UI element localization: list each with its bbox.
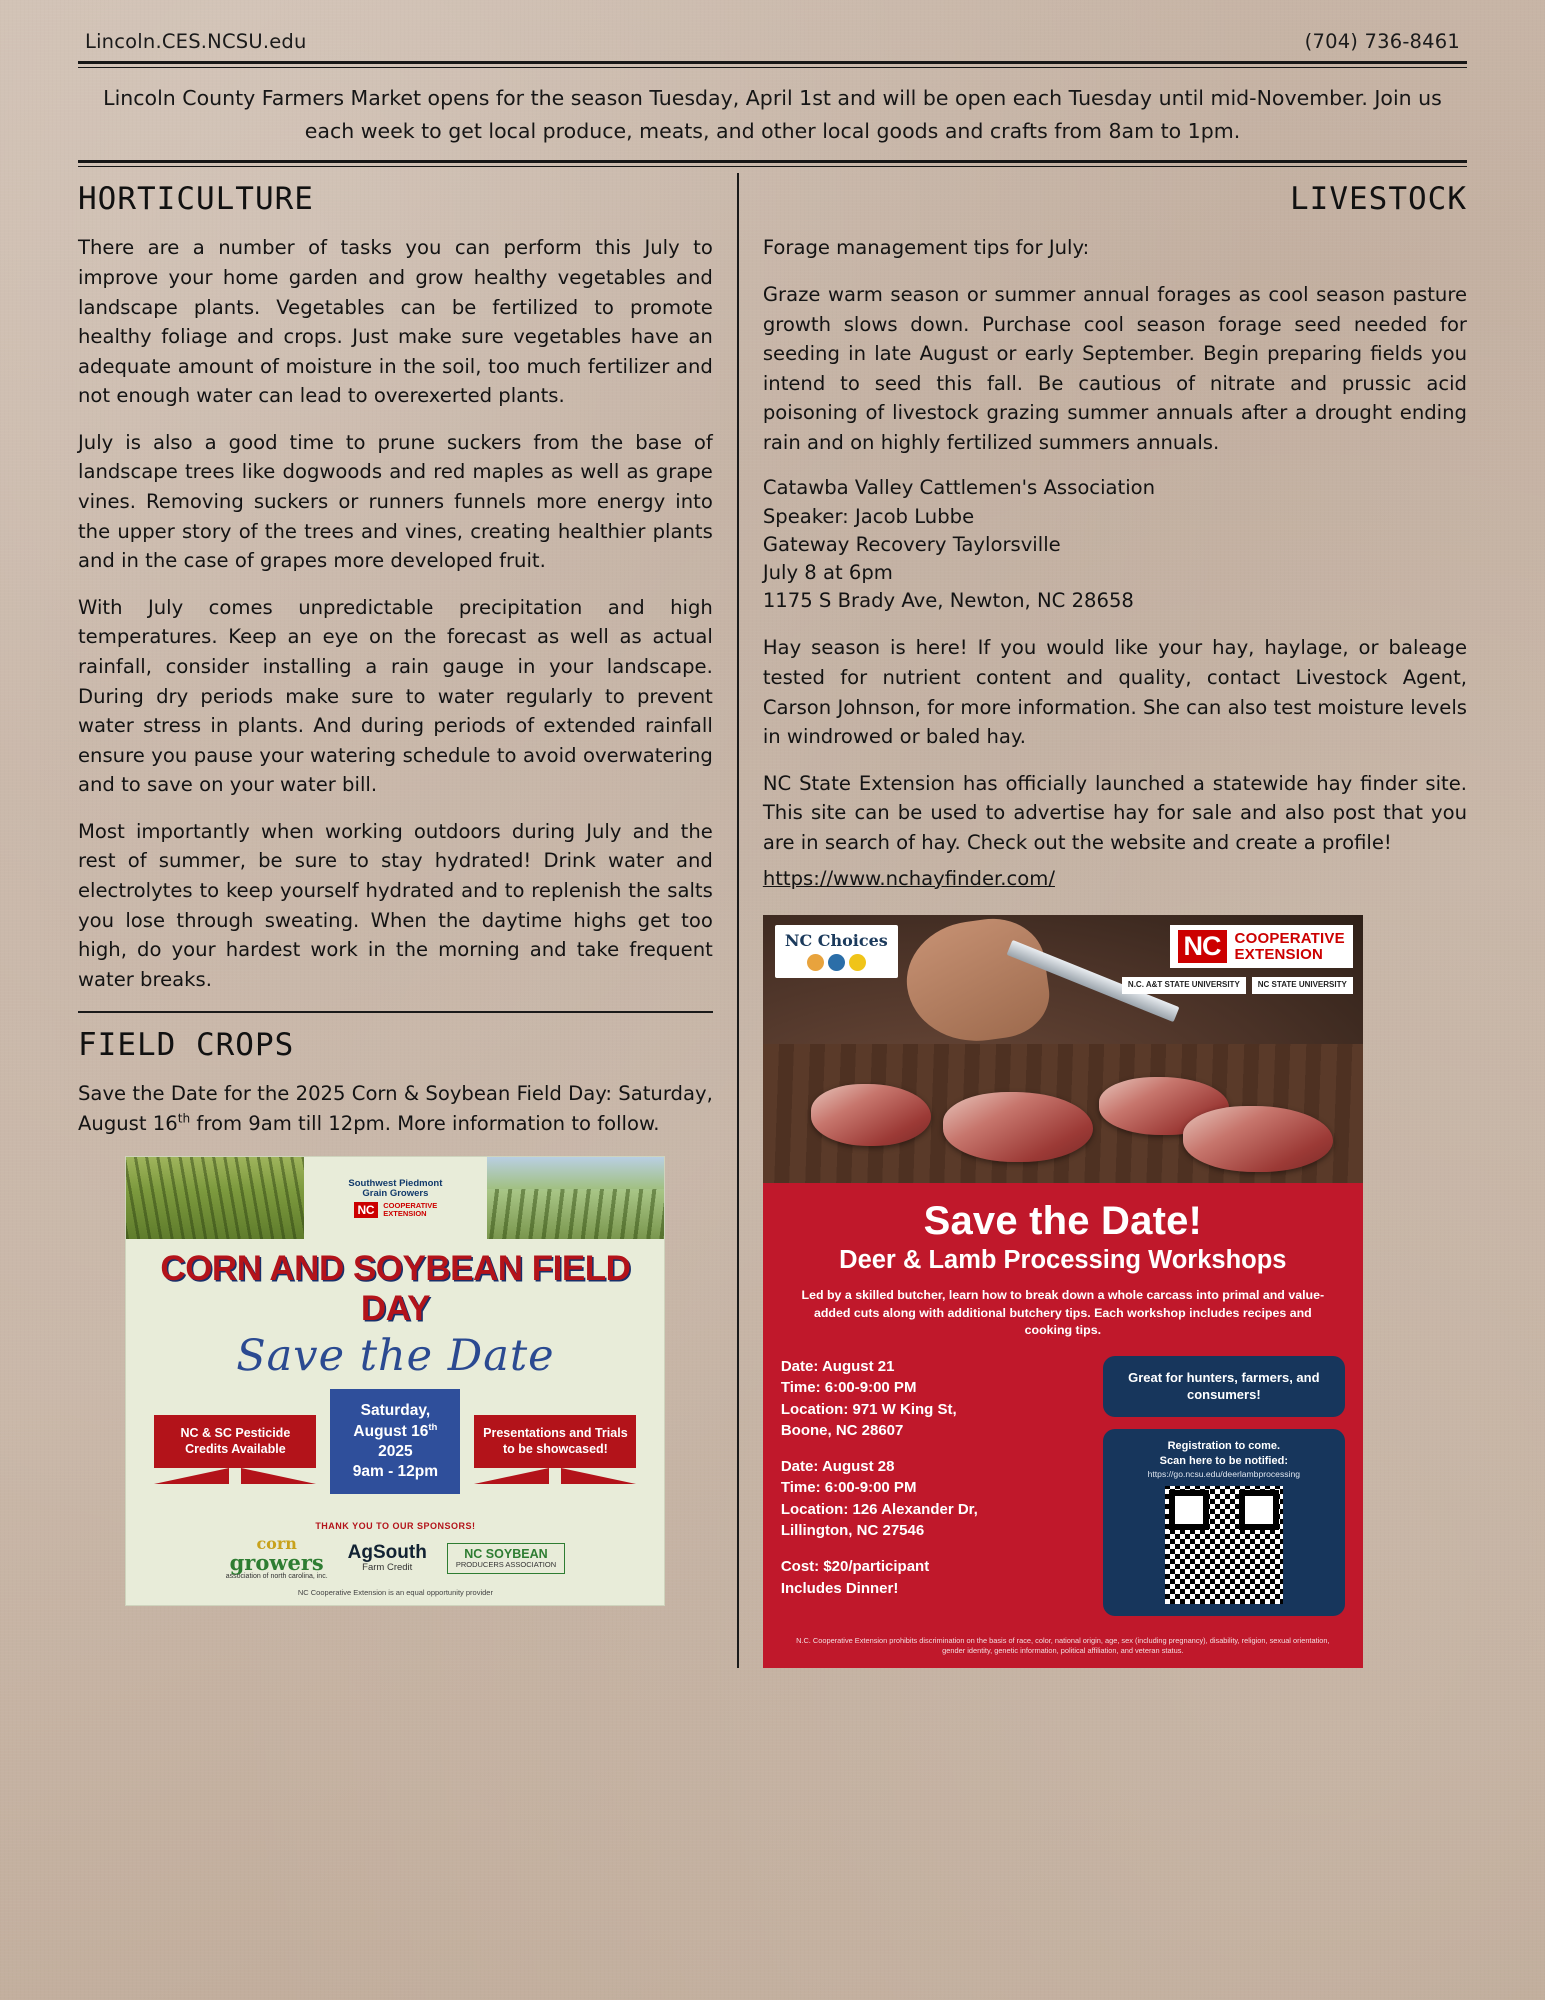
nc-choices-logo <box>775 925 898 978</box>
corn-flyer-footer: NC Cooperative Extension is an equal opportunity provider <box>297 1588 493 1598</box>
sponsors-label: THANK YOU TO OUR SPONSORS! <box>315 1521 476 1532</box>
agsouth-line-2: Farm Credit <box>362 1562 413 1574</box>
hay-finder-link-wrap <box>763 864 1467 894</box>
agsouth-line-1: AgSouth <box>347 1542 427 1564</box>
deer-flyer-sessions <box>781 1356 1089 1616</box>
corn-flyer-date-box <box>330 1389 460 1494</box>
nc-state-badge: NC STATE UNIVERSITY <box>1252 977 1353 994</box>
university-badges <box>1122 977 1353 994</box>
field-crops-text-part2: from 9am till 12pm. More information to follow. <box>190 1111 660 1135</box>
qr-title-line-1: Registration to come. <box>1167 1440 1281 1453</box>
deer-flyer-headline: Save the Date! <box>923 1199 1203 1244</box>
corn-growers-line-3: association of north carolina, inc. <box>225 1573 328 1581</box>
phone-number: (704) 736-8461 <box>1304 30 1460 53</box>
corn-date-ordinal: th <box>428 1421 438 1433</box>
corn-flyer-top-banner <box>126 1157 664 1239</box>
corn-flyer-detail-row <box>126 1389 664 1494</box>
livestock-paragraph-3: NC State Extension has officially launched a statewide hay finder site. This site can be used to advertise hay for sale and also post that you are in search of hay. Check out the website and create a profile! <box>762 771 1467 854</box>
cow-icon <box>828 954 845 971</box>
horticulture-paragraph-1: There are a number of tasks you can perform this July to improve your home garden and grow healthy vegetables and landscape plants. Vegetables can be fertilized to promote healthy foliage and crops. Just make sure vegetables have an adequate amount of moisture in the soil, too much fertilizer and not enough water can lead to overexerted plants. <box>78 236 713 408</box>
livestock-paragraph-2: Hay season is here! If you would like your hay, haylage, or baleage tested for nutrient content and quality, contact Livestock Agent, Carson Johnson, for more information. She can also test moisture levels in windrowed or baled hay. <box>762 636 1467 749</box>
hay-finder-link[interactable]: https://www.nchayfinder.com/ <box>762 866 1055 890</box>
nc-cooperative-extension-logo <box>1170 925 1353 968</box>
coop-ext-line-2: EXTENSION <box>1234 945 1324 963</box>
swp-line-2: Grain Growers <box>362 1188 429 1200</box>
meat-cut-1 <box>811 1084 931 1146</box>
nc-soybean-logo <box>447 1543 565 1574</box>
horticulture-heading: HORTICULTURE <box>78 181 314 218</box>
cost-line-2: Includes Dinner! <box>780 1579 899 1597</box>
nc-choices-wordmark: NC Choices <box>784 931 888 951</box>
event-organization: Catawba Valley Cattlemen's Association <box>762 476 1156 500</box>
corn-date-line-1: Saturday, <box>360 1402 431 1420</box>
deer-flyer-description: Led by a skilled butcher, learn how to break down a whole carcass into primal and value-added cuts along with additional butchery tips. Each workshop includes recipes and cooking tips. <box>801 1288 1325 1338</box>
swp-grain-growers-logo <box>348 1179 442 1201</box>
livestock-paragraph-1: Graze warm season or summer annual forages as cool season pasture growth slows down. Purchase cool season forage seed needed for seeding in late August or early September. Begin preparing fields you intend to seed this fall. Be cautious of nitrate and prussic acid poisoning of livestock grazing summer annuals after a drought ending rain and on highly fertilized summers annuals. <box>762 282 1467 454</box>
pig-icon <box>807 954 824 971</box>
market-intro: Lincoln County Farmers Market opens for the season Tuesday, April 1st and will be open each Tuesday until mid-November. Join us each week to get local produce, meats, and other local goods and crafts from 8am to 1pm. <box>103 86 1442 144</box>
meat-cut-4 <box>1183 1106 1333 1172</box>
content-columns <box>78 167 1467 1667</box>
corn-growers-line-1: corn <box>256 1534 297 1554</box>
session-1-time: Time: 6:00-9:00 PM <box>780 1379 917 1397</box>
deer-flyer-columns <box>781 1356 1345 1616</box>
butchery-photo <box>763 915 1363 1183</box>
horticulture-paragraph-3: With July comes unpredictable precipitation and high temperatures. Keep an eye on the forecast as well as actual rainfall, consider installing a rain gauge in your landscape. During dry periods make sure to water regularly to prevent water stress in plants. And during periods of extended rainfall ensure you pause your watering schedule to avoid overwatering and to save on your water bill. <box>78 595 713 797</box>
corn-date-time: 9am - 12pm <box>352 1463 439 1481</box>
coop-line-1: COOPERATIVE <box>383 1201 438 1211</box>
session-1 <box>781 1356 1089 1441</box>
corn-flyer-logos <box>304 1157 487 1239</box>
field-crops-ordinal: th <box>177 1111 191 1126</box>
swp-line-1: Southwest Piedmont <box>348 1177 443 1189</box>
coop-extension-wordmark <box>1235 931 1345 962</box>
corn-date-line-2 <box>334 1422 456 1442</box>
qr-url: https://go.ncsu.edu/deerlambprocessing <box>1147 1468 1301 1479</box>
deer-lamb-flyer[interactable] <box>763 915 1363 1668</box>
meat-cut-2 <box>943 1092 1093 1162</box>
deer-flyer-subheadline: Deer & Lamb Processing Workshops <box>839 1246 1287 1275</box>
nc-choices-dots <box>785 954 888 971</box>
session-2-location-line-2: Lillington, NC 27546 <box>780 1522 925 1539</box>
qr-code-icon[interactable] <box>1165 1486 1283 1604</box>
nc-badge-icon: NC <box>354 1202 379 1218</box>
pesticide-credits-ribbon: NC & SC Pesticide Credits Available <box>154 1415 316 1468</box>
session-2-date: Date: August 28 <box>780 1458 895 1476</box>
event-address: 1175 S Brady Ave, Newton, NC 28658 <box>762 589 1134 613</box>
corn-date-month-day: August 16 <box>353 1422 429 1440</box>
website-url[interactable]: Lincoln.CES.NCSU.edu <box>85 30 307 53</box>
field-crops-text-part1: Save the Date for the 2025 Corn & Soybean Field Day: Saturday, August 16 <box>78 1082 713 1135</box>
nondiscrimination-disclaimer: N.C. Cooperative Extension prohibits discrimination on the basis of race, color, national origin, age, sex (including pregnancy), disability, religion, sexual orientation, gender identity, genetic information, political affiliation, and veteran status. <box>796 1635 1330 1655</box>
session-2-time: Time: 6:00-9:00 PM <box>780 1479 917 1497</box>
butcher-hand <box>899 915 1054 1050</box>
qr-title-line-2: Scan here to be notified: <box>1159 1454 1288 1467</box>
corn-date-year: 2025 <box>378 1442 413 1460</box>
nc-at-badge: N.C. A&T STATE UNIVERSITY <box>1122 977 1246 994</box>
soybean-line-1: NC SOYBEAN <box>464 1546 548 1561</box>
deer-flyer-side-cards <box>1103 1356 1345 1616</box>
cattlemen-event-block <box>763 474 1467 615</box>
left-column <box>78 167 737 1667</box>
corn-growers-line-2: growers <box>229 1550 324 1576</box>
intro-divider <box>78 160 1467 167</box>
lamb-icon <box>849 954 866 971</box>
cooperative-extension-wordmark <box>383 1202 437 1218</box>
livestock-intro: Forage management tips for July: <box>762 236 1090 260</box>
audience-pill: Great for hunters, farmers, and consumers! <box>1103 1356 1345 1417</box>
corn-growers-logo <box>226 1536 328 1580</box>
event-venue: Gateway Recovery Taylorsville <box>762 532 1061 556</box>
corn-flyer-save-the-date: Save the Date <box>236 1331 555 1382</box>
corn-soybean-flyer[interactable] <box>125 1156 665 1606</box>
session-2-location-line-1: Location: 126 Alexander Dr, <box>780 1500 978 1518</box>
coop-line-2: EXTENSION <box>383 1209 427 1219</box>
field-crops-heading: FIELD CROPS <box>78 1027 295 1064</box>
session-1-location-line-2: Boone, NC 28607 <box>780 1421 904 1439</box>
header-divider <box>78 61 1467 68</box>
field-crops-text <box>78 1079 713 1138</box>
session-1-date: Date: August 21 <box>780 1357 895 1375</box>
agsouth-logo <box>348 1543 427 1573</box>
deer-flyer-body <box>763 1183 1363 1626</box>
sponsor-logos <box>126 1536 664 1580</box>
livestock-heading: LIVESTOCK <box>1290 181 1467 218</box>
horticulture-paragraph-2: July is also a good time to prune suckers from the base of landscape trees like dogwoods and red maples as well as grape vines. Removing suckers or runners funnels more energy into the upper story of the trees and vines, creating healthier plants and in the case of grapes more developed fruit. <box>78 430 713 573</box>
session-2 <box>781 1456 1089 1541</box>
extension-logo-row <box>354 1202 438 1218</box>
soybean-line-2: PRODUCERS ASSOCIATION <box>455 1559 557 1569</box>
event-speaker: Speaker: Jacob Lubbe <box>762 504 975 528</box>
event-datetime: July 8 at 6pm <box>762 561 893 585</box>
field-crops-divider <box>78 1011 713 1013</box>
horticulture-paragraph-4: Most importantly when working outdoors during July and the rest of summer, be sure to stay hydrated! Drink water and electrolytes to keep yourself hydrated and to replenish the salts you lose through sweating. When the daytime highs get too high, do your hardest work in the morning and take frequent water breaks. <box>78 819 713 991</box>
nc-block-icon: NC <box>1178 930 1227 963</box>
presentations-ribbon: Presentations and Trials to be showcased! <box>474 1415 636 1468</box>
cost-block <box>781 1556 1089 1599</box>
right-column <box>739 167 1467 1667</box>
session-1-location-line-1: Location: 971 W King St, <box>780 1400 957 1418</box>
soybean-field-photo-right <box>487 1157 665 1239</box>
corn-field-photo-left <box>126 1157 304 1239</box>
registration-qr-card[interactable] <box>1103 1429 1345 1616</box>
header-row <box>55 0 1490 61</box>
corn-flyer-title: CORN AND SOYBEAN FIELD DAY <box>160 1249 631 1329</box>
coop-ext-line-1: COOPERATIVE <box>1234 930 1345 948</box>
cost-line-1: Cost: $20/participant <box>780 1558 930 1576</box>
